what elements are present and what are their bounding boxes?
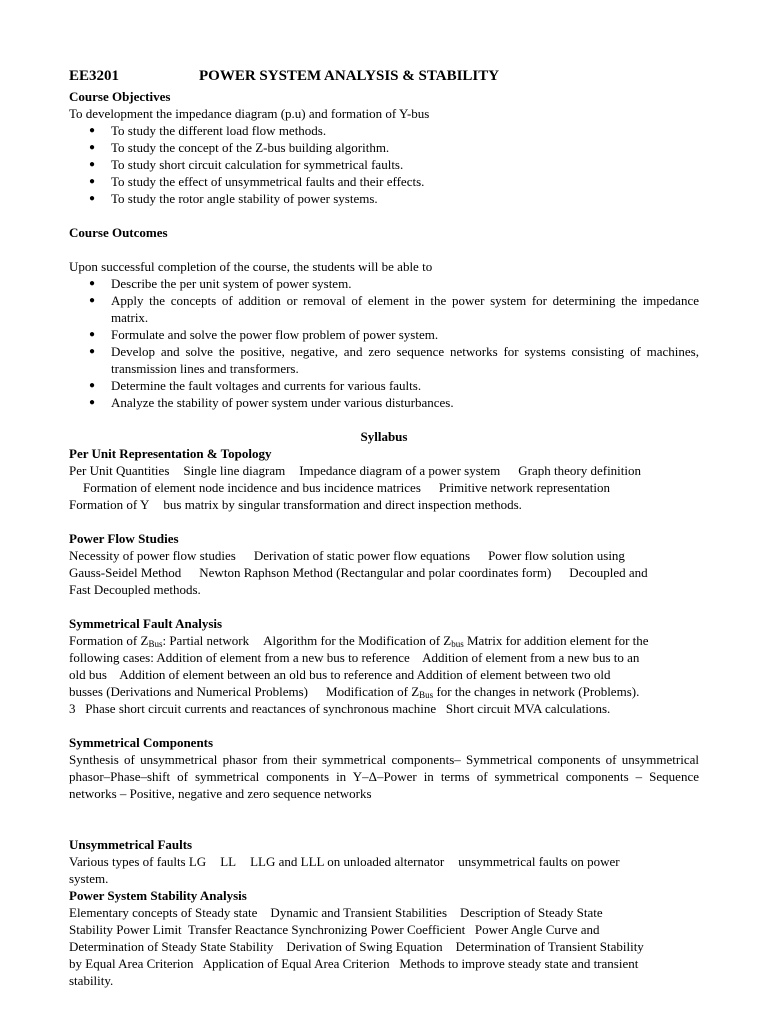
unit5-heading: Unsymmetrical Faults [69,837,193,852]
unit6-line1: Elementary concepts of Steady state Dynamic and Transient Stabilities Description of Steady State [69,905,603,920]
list-item: ● Determine the fault voltages and currents for various faults. [69,377,699,394]
syllabus-heading: Syllabus [360,429,408,444]
unit3-heading: Symmetrical Fault Analysis [69,616,223,631]
unit3-line4: busses (Derivations and Numerical Problems) Modification of $Z_{Bus}$ for the changes in network (Problems). [69,684,640,700]
unit1-line3: Formation of Y bus matrix by singular transformation and direct inspection methods. [69,497,522,512]
syllabus-page [69,68,699,989]
unit2-line3: Fast Decoupled methods. [69,582,201,597]
unit6-line2: Stability Power Limit Transfer Reactance Synchronizing Power Coefficient Power Angle Curve and [69,922,600,937]
list-item: ● To study the concept of the Z-bus building algorithm. [69,139,699,156]
list-item: ● To study the different load flow methods. [69,122,699,139]
course-title-row [69,68,699,88]
unit1-line1: Per Unit Quantities Single line diagram Impedance diagram of a power system Graph theory definition [69,463,642,478]
list-item: ● Apply the concepts of addition or removal of element in the power system for determining the impedance matrix. [69,292,699,326]
unit2-line1: Necessity of power flow studies Derivation of static power flow equations Power flow solution using [69,548,625,563]
outcomes-intro: Upon successful completion of the course, the students will be able to [69,259,433,274]
unit2-line2: Gauss-Seidel Method Newton Raphson Method (Rectangular and polar coordinates form) Decoupled and [69,565,648,580]
list-item: ● Formulate and solve the power flow problem of power system. [69,326,699,343]
unit6-line5: stability. [69,973,114,988]
unit4-text: Synthesis of unsymmetrical phasor from their symmetrical components– Symmetrical components of unsymmetrical phasor–Phase–shift of symmetrical components in Y–Δ–Power in terms of symmetrical components – Sequence networks – Positive, negative and zero sequence networks [69,752,699,801]
objectives-intro: To development the impedance diagram (p.u) and formation of Y-bus [69,106,430,121]
objectives-list [69,122,699,207]
unit3-line3: old bus Addition of element between an old bus to reference and Addition of element between two old [69,667,611,682]
list-item: ● Describe the per unit system of power system. [69,275,699,292]
unit3-line5: 3 Phase short circuit currents and reactances of synchronous machine Short circuit MVA calculations. [69,701,611,716]
outcomes-list [69,275,699,411]
objectives-heading: Course Objectives [69,89,171,104]
unit6-heading: Power System Stability Analysis [69,888,247,903]
unit3-line2: following cases: Addition of element from a new bus to reference Addition of element from a new bus to an [69,650,640,665]
unit1-heading: Per Unit Representation & Topology [69,446,272,461]
list-item: ● To study the effect of unsymmetrical faults and their effects. [69,173,699,190]
unit4-heading: Symmetrical Components [69,735,214,750]
unit6-line4: by Equal Area Criterion Application of Equal Area Criterion Methods to improve steady state and transient [69,956,639,971]
course-title: POWER SYSTEM ANALYSIS & STABILITY [199,68,500,84]
course-code: EE3201 [69,68,120,84]
unit5-line1: Various types of faults LG LL LLG and LLL on unloaded alternator unsymmetrical faults on power [69,854,620,869]
unit1-line2: Formation of element node incidence and bus incidence matrices Primitive network representation [83,480,611,495]
list-item: ● Analyze the stability of power system under various disturbances. [69,394,699,411]
unit5-line2: system. [69,871,109,886]
list-item: ● Develop and solve the positive, negative, and zero sequence networks for systems consisting of machines, transmission lines and transformers. [69,343,699,377]
list-item: ● To study the rotor angle stability of power systems. [69,190,699,207]
outcomes-heading: Course Outcomes [69,225,168,240]
list-item: ● To study short circuit calculation for symmetrical faults. [69,156,699,173]
unit3-line1: Formation of $Z_{Bus}$: Partial network Algorithm for the Modification of $Z_{bus}$ Matrix for addition element for the [69,633,649,649]
unit2-heading: Power Flow Studies [69,531,179,546]
unit6-line3: Determination of Steady State Stability Derivation of Swing Equation Determination of Transient Stability [69,939,644,954]
